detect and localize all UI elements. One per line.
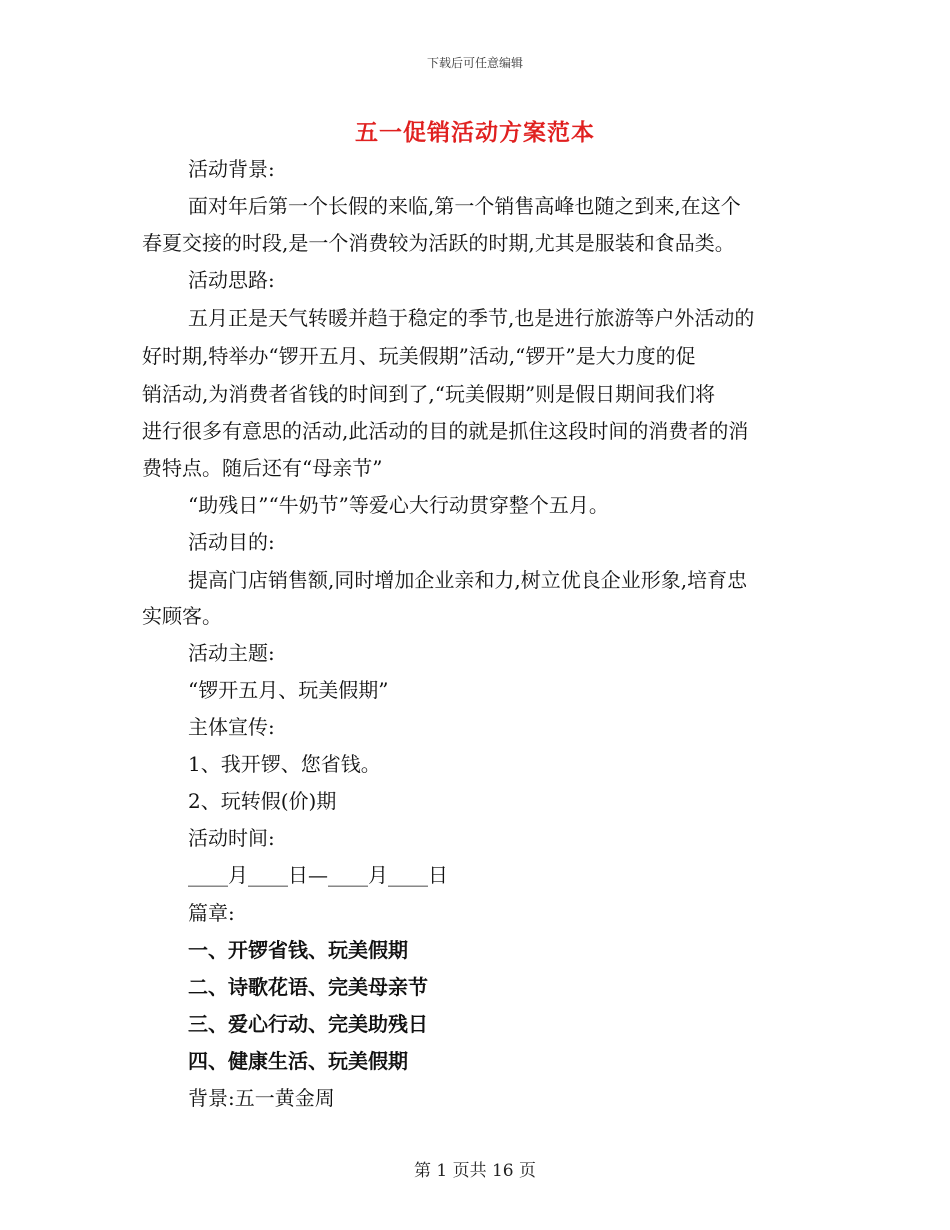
paragraph-line: 提高门店销售额,同时增加企业亲和力,树立优良企业形象,培育忠: [188, 568, 748, 592]
list-item: 2、玩转假(价)期: [188, 789, 337, 813]
page-header: 下载后可任意编辑: [426, 56, 523, 70]
document-title: 五一促销活动方案范本: [355, 119, 595, 146]
chapter-item: 二、诗歌花语、完美母亲节: [188, 975, 428, 999]
paragraph-line: 销活动,为消费者省钱的时间到了,“玩美假期”则是假日期间我们将: [142, 382, 716, 406]
chapter-item: 三、爱心行动、完美助残日: [188, 1012, 428, 1036]
paragraph-line: “助残日”“牛奶节”等爱心大行动贯穿整个五月。: [188, 493, 609, 517]
theme-value: “锣开五月、玩美假期”: [188, 678, 389, 702]
paragraph-line: 费特点。随后还有“母亲节”: [142, 456, 383, 480]
paragraph-line: 春夏交接的时段,是一个消费较为活跃的时期,尤其是服装和食品类。: [142, 231, 735, 255]
paragraph-line: 实顾客。: [142, 604, 222, 628]
section-label: 活动背景:: [188, 157, 275, 181]
section-label: 活动目的:: [188, 530, 275, 554]
paragraph-line: 背景:五一黄金周: [188, 1086, 335, 1110]
section-label: 活动思路:: [188, 268, 275, 292]
section-label: 活动主题:: [188, 641, 275, 665]
section-label: 主体宣传:: [188, 715, 275, 739]
paragraph-line: 面对年后第一个长假的来临,第一个销售高峰也随之到来,在这个: [188, 194, 741, 218]
date-range: ____月____日—____月____日: [188, 863, 448, 887]
section-label: 篇章:: [188, 901, 235, 925]
page-footer: 第 1 页共 16 页: [413, 1161, 537, 1181]
paragraph-line: 好时期,特举办“锣开五月、玩美假期”活动,“锣开”是大力度的促: [142, 344, 696, 368]
paragraph-line: 进行很多有意思的活动,此活动的目的就是抓住这段时间的消费者的消: [142, 419, 749, 443]
list-item: 1、我开锣、您省钱。: [188, 752, 381, 776]
chapter-item: 一、开锣省钱、玩美假期: [188, 938, 408, 962]
paragraph-line: 五月正是天气转暖并趋于稳定的季节,也是进行旅游等户外活动的: [188, 306, 755, 330]
section-label: 活动时间:: [188, 826, 275, 850]
chapter-item: 四、健康生活、玩美假期: [188, 1049, 408, 1073]
